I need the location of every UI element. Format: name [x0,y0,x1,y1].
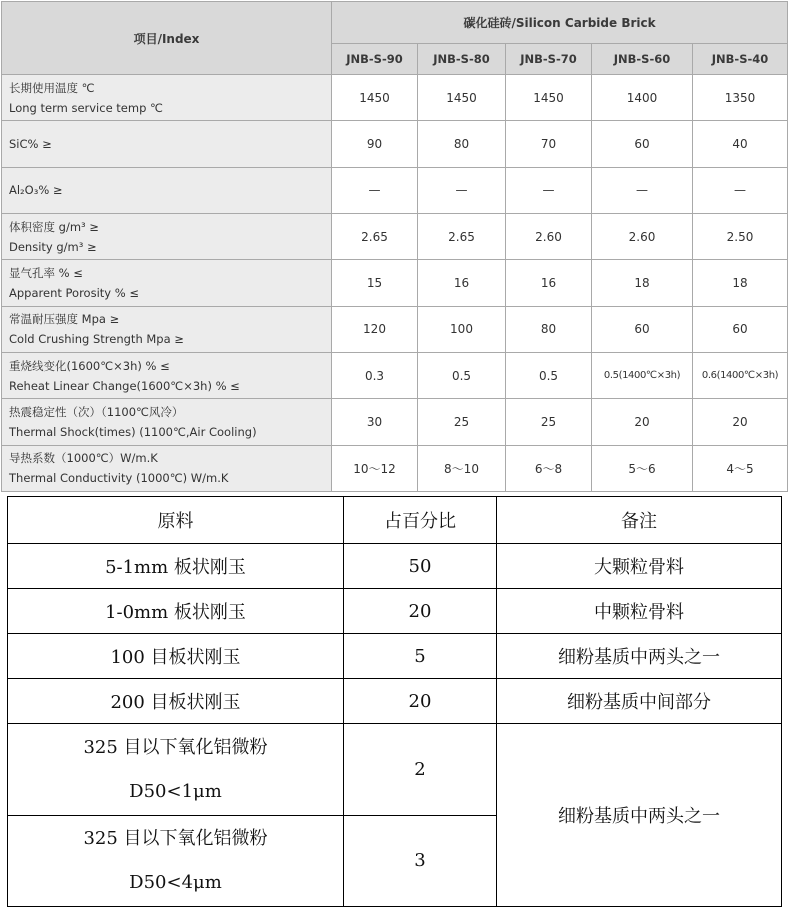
spec-value: 0.5(1400℃×3h) [592,352,693,398]
spec-value: 1400 [592,75,693,121]
row-label-cn: 热震稳定性（次）（1100℃风冷） [9,404,184,419]
row-label-en: Reheat Linear Change(1600℃×3h) % ≤ [9,378,240,393]
row-label [2,306,332,352]
row-label-cn: 常温耐压强度 Mpa ≥ [9,312,120,327]
spec-value: — [332,167,418,213]
spec-value: 2.60 [506,213,592,259]
spec-value: 2.65 [418,213,506,259]
spec-value: 10～12 [332,445,418,491]
row-label-cn: 体积密度 g/m³ ≥ [9,219,99,234]
material-name: 325 目以下氧化铝微粉 [83,827,268,849]
row-label [2,352,332,398]
percent-cell: 2 [344,724,497,815]
row-label [2,399,332,445]
spec-value: — [592,167,693,213]
material-name: 325 目以下氧化铝微粉 [83,736,268,758]
material-cell [8,815,344,906]
spec-value: 20 [693,399,788,445]
grade-header: JNB-S-70 [506,44,592,75]
spec-row-thermal-conductivity [2,445,788,491]
percent-cell: 50 [344,544,497,589]
spec-value: 6～8 [506,445,592,491]
percent-cell: 20 [344,679,497,724]
spec-value: 16 [418,260,506,306]
spec-value: 5～6 [592,445,693,491]
row-label-cn: 导热系数（1000℃）W/m.K [9,451,158,466]
row-label [2,213,332,259]
spec-value: 2.60 [592,213,693,259]
grade-header: JNB-S-60 [592,44,693,75]
material-cell: 200 目板状刚玉 [8,679,344,724]
spec-value: 1450 [418,75,506,121]
row-label-en: Long term service temp ℃ [9,100,163,115]
grade-header: JNB-S-80 [418,44,506,75]
material-cell [8,724,344,815]
spec-value: 15 [332,260,418,306]
material-cell: 100 目板状刚玉 [8,634,344,679]
note-cell: 大颗粒骨料 [497,544,782,589]
note-cell: 细粉基质中两头之一 [497,634,782,679]
row-label [2,260,332,306]
index-header: 项目/Index [2,2,332,75]
table-row [8,724,782,815]
material-particle-size: D50<1μm [129,780,222,802]
spec-value: 2.50 [693,213,788,259]
spec-value: 60 [693,306,788,352]
spec-value: — [693,167,788,213]
spec-value: 70 [506,121,592,167]
row-label [2,121,332,167]
material-particle-size: D50<4μm [129,871,222,893]
raw-material-table [7,496,782,907]
row-label-cn: 显气孔率 % ≤ [9,265,83,280]
spec-row-al2o3 [2,167,788,213]
group-header: 碳化硅砖/Silicon Carbide Brick [332,2,788,44]
spec-value: 16 [506,260,592,306]
spec-value: 60 [592,121,693,167]
row-label-en: Density g/m³ ≥ [9,239,97,254]
material-cell: 5-1mm 板状刚玉 [8,544,344,589]
row-label [2,445,332,491]
spec-value: 1350 [693,75,788,121]
row-label-en: Thermal Shock(times) (1100℃,Air Cooling) [9,424,257,439]
table-row [8,634,782,679]
spec-value: 25 [418,399,506,445]
row-label-cn: 长期使用温度 ℃ [9,80,95,95]
spec-row-crushing-strength [2,306,788,352]
row-label-cn: 重烧线变化(1600℃×3h) % ≤ [9,358,170,373]
spec-value: 60 [592,306,693,352]
row-label [2,167,332,213]
spec-value: 1450 [506,75,592,121]
spec-value: 1450 [332,75,418,121]
row-label [2,75,332,121]
spec-value: 100 [418,306,506,352]
spec-row-service-temp [2,75,788,121]
spec-value: 20 [592,399,693,445]
merged-note-cell: 细粉基质中两头之一 [497,724,782,907]
spec-value: 0.5 [506,352,592,398]
percent-header: 占百分比 [344,497,497,544]
row-label-cn: SiC% ≥ [9,136,52,151]
spec-value: 0.5 [418,352,506,398]
table-row [8,679,782,724]
spec-value: — [506,167,592,213]
spec-value: 8～10 [418,445,506,491]
percent-cell: 5 [344,634,497,679]
note-header: 备注 [497,497,782,544]
note-cell: 细粉基质中间部分 [497,679,782,724]
grade-header: JNB-S-90 [332,44,418,75]
spec-value: 80 [418,121,506,167]
material-cell: 1-0mm 板状刚玉 [8,589,344,634]
spec-value: 25 [506,399,592,445]
spec-value: — [418,167,506,213]
grade-header: JNB-S-40 [693,44,788,75]
row-label-cn: Al₂O₃% ≥ [9,183,63,198]
spec-value: 80 [506,306,592,352]
spec-value: 90 [332,121,418,167]
table-row [8,589,782,634]
spec-value: 120 [332,306,418,352]
spec-value: 40 [693,121,788,167]
spec-value: 0.3 [332,352,418,398]
spec-row-density [2,213,788,259]
silicon-carbide-spec-table [1,1,788,492]
spec-value: 4～5 [693,445,788,491]
spec-value: 18 [693,260,788,306]
percent-cell: 3 [344,815,497,906]
spec-row-reheat-change [2,352,788,398]
spec-value: 18 [592,260,693,306]
spec-row-porosity [2,260,788,306]
material-header: 原料 [8,497,344,544]
row-label-en: Apparent Porosity % ≤ [9,285,139,300]
spec-value: 2.65 [332,213,418,259]
note-cell: 中颗粒骨料 [497,589,782,634]
spec-value: 30 [332,399,418,445]
spec-value: 0.6(1400℃×3h) [693,352,788,398]
spec-row-thermal-shock [2,399,788,445]
spec-row-sic [2,121,788,167]
row-label-en: Thermal Conductivity (1000℃) W/m.K [9,471,229,486]
percent-cell: 20 [344,589,497,634]
row-label-en: Cold Crushing Strength Mpa ≥ [9,332,184,347]
table-row [8,544,782,589]
